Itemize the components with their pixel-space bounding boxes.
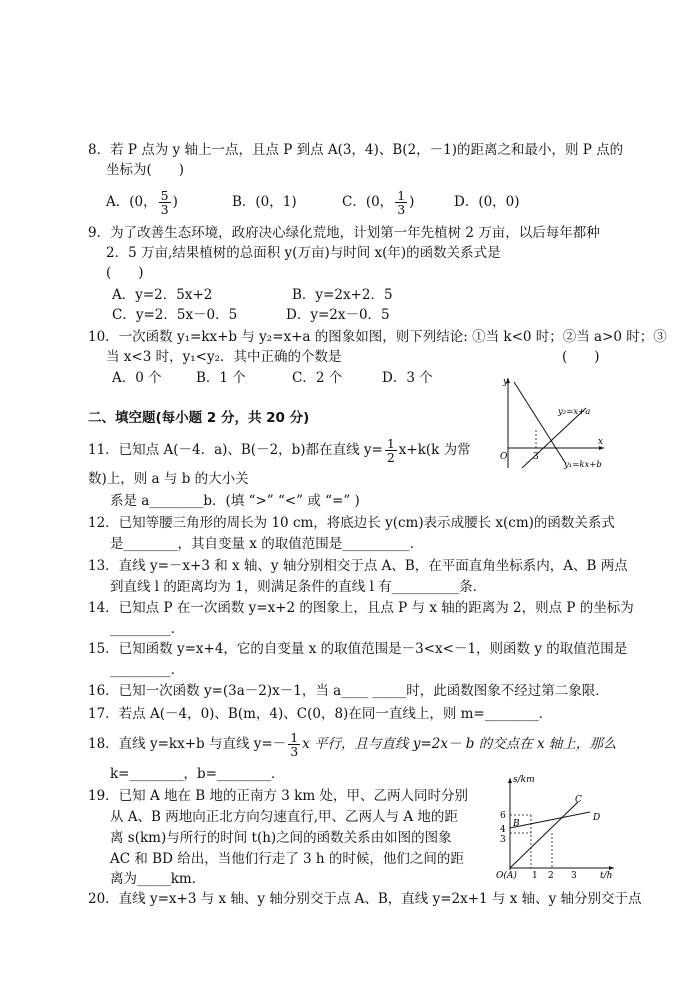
origin-label: O(A) [496, 871, 517, 880]
q13-line1: 13．直线 y=－x+3 和 x 轴、y 轴分别相交于点 A、B，在平面直角坐标系内，A、B 两点 [88, 558, 628, 574]
x-axis-label: x [598, 437, 604, 447]
s-axis-label: s/km [513, 775, 535, 785]
q15-line1: 15．已知函数 y=x+4，它的自变量 x 的取值范围是－3<x<－1，则函数 y 的取值范围是 [88, 641, 628, 657]
q19-graph [496, 772, 620, 880]
q9-option-b: B．y=2x+2．5 [292, 287, 393, 303]
q8-line1: 8．若 P 点为 y 轴上一点，且点 P 到点 A(3，4)、B(2，－1)的距离之和最小，则 P 点的 [88, 142, 624, 158]
line-AC [510, 802, 578, 868]
q20-line1: 20．直线 y=x+3 与 x 轴、y 轴分别交于点 A、B，直线 y=2x+1 与 x 轴、y 轴分别交于点 [88, 891, 642, 907]
q12-line2: 是________，其自变量 x 的取值范围是__________． [110, 536, 424, 552]
label-y2: y₂=x+a [558, 407, 591, 417]
x-tick-2: 2 [548, 871, 554, 880]
q11-line1: 11．已知点 A(－4．a)、B(－2，b)都在直线 y= $\frac{1}{2}$ x+k(k 为常 [88, 436, 471, 465]
q19-line3: 离 s(km)与所行的时间 t(h)之间的函数关系由如图的图象 [110, 830, 452, 846]
q10-option-d: D．3 个 [382, 370, 433, 386]
line-y2 [522, 408, 586, 468]
y-tick-3: 3 [500, 835, 506, 845]
q16-line1: 16．已知一次函数 y=(3a－2)x－1，当 a____ _____时，此函数图象不经过第二象限． [88, 683, 609, 699]
q14-line1: 14．已知点 P 在一次函数 y=x+2 的图象上，且点 P 与 x 轴的距离为 2，则点 P 的坐标为 [88, 600, 634, 616]
q10-line1: 10．一次函数 y₁=kx+b 与 y₂=x+a 的图象如图，则下列结论: ①当 k<0 时；②当 a>0 时；③ [88, 329, 667, 345]
q13-line2: 到直线 l 的距离均为 1，则满足条件的直线 l 有__________条． [110, 579, 487, 595]
q18-line2: k=________，b=________． [110, 766, 285, 782]
section-title: 二、填空题(每小题 2 分，共 20 分) [88, 410, 310, 426]
q9-option-a: A．y=2．5x+2 [112, 287, 213, 303]
q12-line1: 12．已知等腰三角形的周长为 10 cm，将底边长 y(cm)表示成腰长 x(cm)的函数关系式 [88, 515, 615, 531]
q10-option-b: B．1 个 [196, 370, 246, 386]
q19-line4: AC 和 BD 给出，当他们行走了 3 h 的时候，他们之间的距 [110, 851, 464, 867]
q8-option-d: D．(0，0) [454, 194, 520, 210]
y-tick-6: 6 [500, 811, 506, 821]
q17-line1: 17．若点 A(－4，0)、B(m，4)、C(0，8)在同一直线上，则 m=________． [88, 706, 553, 722]
label-y1: y₁=kx+b [564, 460, 602, 470]
q8-fraction-c: $\frac{1}{3}$ [397, 188, 406, 217]
q8-option-b: B．(0，1) [232, 194, 297, 210]
y-tick-4: 4 [500, 825, 506, 835]
q19-line2: 从 A、B 两地向正北方向匀速直行,甲、乙两人与 A 地的距 [110, 809, 458, 825]
x-tick-3: 3 [571, 871, 577, 880]
y-axis-label: y [503, 377, 509, 387]
origin-label: O [500, 452, 508, 462]
q18-line1: 18．直线 y=kx+b 与直线 y=－ $\frac{1}{3}$ x 平行，且与直线 y=2x－ b 的交点在 x 轴上，那么 [88, 730, 617, 759]
q19-line5: 离为_____km． [110, 871, 206, 887]
q9-line1: 9．为了改善生态环境，政府决心绿化荒地，计划第一年先植树 2 万亩，以后每年都种 [88, 225, 600, 241]
label-D: D [593, 813, 601, 823]
q19-line1: 19．已知 A 地在 B 地的正南方 3 km 处，甲、乙两人同时分别 [88, 788, 468, 804]
q8-option-a: A．(0， $\frac{5}{3}$ ) [106, 188, 178, 217]
q11-line3: 系是 a________b．(填 “>” “<” 或 “=” ) [110, 493, 360, 509]
q14-line2: _________． [110, 621, 185, 637]
q10-option-a: A．0 个 [112, 370, 162, 386]
q18-fraction: $\frac{1}{3}$ [290, 730, 299, 759]
x-tick-1: 1 [532, 871, 538, 880]
line-BD [510, 812, 590, 828]
q8-fraction-a: $\frac{5}{3}$ [160, 188, 169, 217]
label-B: B [513, 819, 520, 829]
q11-line2: 数)上，则 a 与 b 的大小关 [88, 471, 249, 487]
q10-answer-paren: ( ) [562, 349, 600, 365]
tick-3: 3 [533, 452, 539, 462]
q9-option-d: D．y=2x－0．5 [286, 307, 390, 323]
q10-line2: 当 x<3 时，y₁<y₂．其中正确的个数是 [106, 349, 342, 365]
q9-line2: 2．5 万亩,结果植树的总面积 y(万亩)与时间 x(年)的函数关系式是 [106, 245, 501, 261]
label-C: C [575, 795, 582, 805]
q9-line3: ( ) [106, 265, 144, 281]
q15-line2: _________． [110, 662, 185, 678]
q8-line2: 坐标为( ) [106, 162, 185, 178]
q10-option-c: C．2 个 [292, 370, 343, 386]
t-axis-label: t/h [600, 871, 613, 880]
q10-graph [494, 372, 608, 472]
q9-option-c: C．y=2．5x－0．5 [112, 307, 238, 323]
q8-option-c: C．(0， $\frac{1}{3}$ ) [342, 188, 415, 217]
q11-fraction: $\frac{1}{2}$ [386, 436, 395, 465]
